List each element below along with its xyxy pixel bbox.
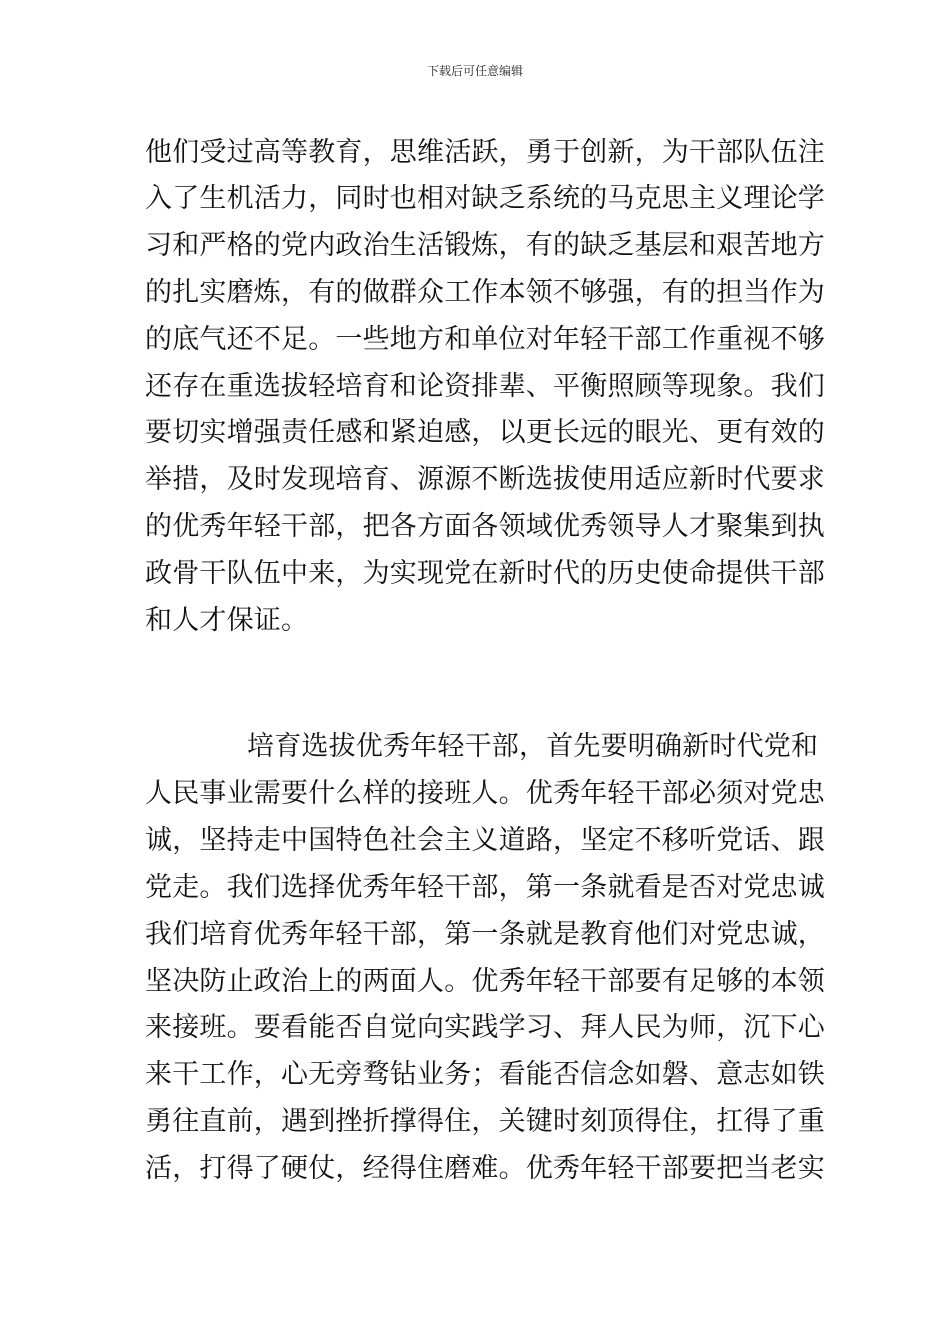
text-line: 来接班。要看能否自觉向实践学习、拜人民为师，沉下心: [145, 1012, 825, 1043]
text-line: 坚决防止政治上的两面人。优秀年轻干部要有足够的本领: [145, 966, 825, 997]
text-line: 人民事业需要什么样的接班人。优秀年轻干部必须对党忠: [145, 778, 825, 809]
text-line: 还存在重选拔轻培育和论资排辈、平衡照顾等现象。我们: [145, 371, 825, 402]
text-line: 他们受过高等教育，思维活跃，勇于创新，为干部队伍注: [145, 137, 825, 168]
text-line: 活，打得了硬仗，经得住磨难。优秀年轻干部要把当老实: [145, 1153, 825, 1184]
text-line: 和人才保证。: [145, 605, 309, 636]
text-line: 入了生机活力，同时也相对缺乏系统的马克思主义理论学: [145, 183, 825, 214]
text-line: 的优秀年轻干部，把各方面各领域优秀领导人才聚集到执: [145, 511, 825, 542]
text-line: 举措，及时发现培育、源源不断选拔使用适应新时代要求: [145, 464, 825, 495]
text-line: 我们培育优秀年轻干部，第一条就是教育他们对党忠诚，: [145, 919, 825, 950]
text-line: 培育选拔优秀年轻干部，首先要明确新时代党和: [247, 731, 819, 762]
text-line: 习和严格的党内政治生活锻炼，有的缺乏基层和艰苦地方: [145, 230, 825, 261]
text-line: 诚，坚持走中国特色社会主义道路，坚定不移听党话、跟: [145, 825, 825, 856]
text-line: 来干工作，心无旁骛钻业务；看能否信念如磐、意志如铁: [145, 1059, 825, 1090]
text-line: 的底气还不足。一些地方和单位对年轻干部工作重视不够: [145, 324, 825, 355]
page-header: 下载后可任意编辑: [426, 64, 523, 78]
text-line: 党走。我们选择优秀年轻干部，第一条就看是否对党忠诚: [145, 872, 825, 903]
text-line: 的扎实磨炼，有的做群众工作本领不够强，有的担当作为: [145, 277, 825, 308]
text-line: 要切实增强责任感和紧迫感，以更长远的眼光、更有效的: [145, 417, 825, 448]
text-line: 政骨干队伍中来，为实现党在新时代的历史使命提供干部: [145, 558, 825, 589]
text-line: 勇往直前，遇到挫折撑得住，关键时刻顶得住，扛得了重: [145, 1106, 825, 1137]
